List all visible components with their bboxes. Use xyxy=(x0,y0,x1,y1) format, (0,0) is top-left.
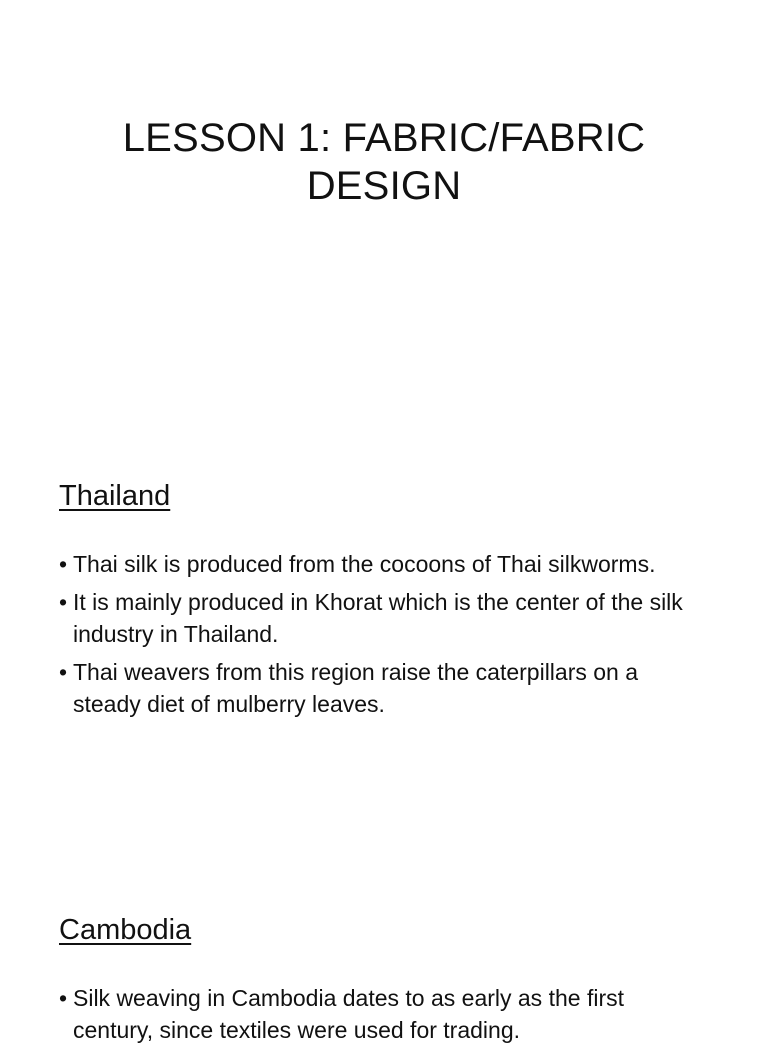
section-heading-cambodia: Cambodia xyxy=(59,914,192,946)
lesson-title-line-2: DESIGN xyxy=(306,164,462,208)
slide-cambodia xyxy=(0,864,768,1043)
bullet-text: It is mainly produced in Khorat which is the center of the silk industry in Thailand. xyxy=(73,589,683,647)
bullet-text: Thai silk is produced from the cocoons of Thai silkworms. xyxy=(73,551,656,577)
bullet-glyph: • xyxy=(59,551,68,577)
bullet-glyph: • xyxy=(59,659,68,685)
bullet-text: Thai weavers from this region raise the caterpillars on a steady diet of mulberry leaves. xyxy=(73,659,639,717)
bullet-list-thailand xyxy=(59,548,709,726)
slide-thailand xyxy=(0,432,768,864)
bullet-text: Silk weaving in Cambodia dates to as early as the first century, since textiles were used for trading. xyxy=(73,985,624,1043)
bullet-item xyxy=(59,586,709,650)
lesson-title-line-1: LESSON 1: FABRIC/FABRIC xyxy=(122,116,646,160)
bullet-glyph: • xyxy=(59,985,68,1011)
lesson-title xyxy=(0,114,768,210)
bullet-item xyxy=(59,548,709,580)
bullet-glyph: • xyxy=(59,589,68,615)
section-heading-thailand: Thailand xyxy=(59,480,171,512)
bullet-item xyxy=(59,982,709,1046)
bullet-list-cambodia xyxy=(59,982,709,1052)
slide-title xyxy=(0,0,768,432)
bullet-item xyxy=(59,656,709,720)
